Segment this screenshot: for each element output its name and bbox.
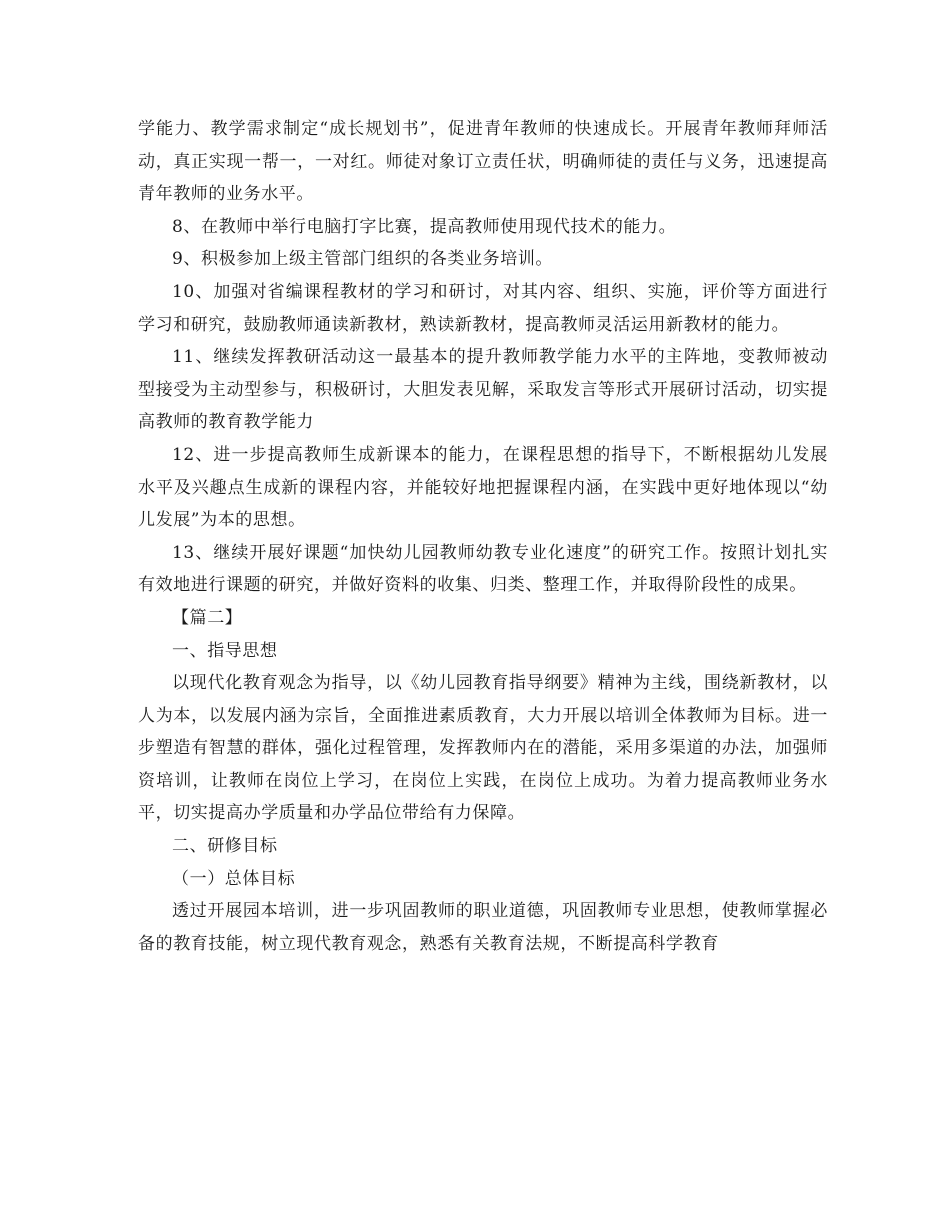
document-body [138, 113, 828, 960]
paragraph-4: 10、加强对省编课程教材的学习和研讨，对其内容、组织、实施，评价等方面进行学习和研究，鼓励教师通读新教材，熟读新教材，提高教师灵活运用新教材的能力。 [138, 281, 828, 335]
paragraph-1: 学能力、教学需求制定“成长规划书”，促进青年教师的快速成长。开展青年教师拜师活动，真正实现一帮一，一对红。师徒对象订立责任状，明确师徒的责任与义务，迅速提高青年教师的业务水平。 [138, 119, 828, 205]
heading-overall-goal: （一）总体目标 [172, 868, 296, 889]
paragraph-3: 9、积极参加上级主管部门组织的各类业务培训。 [172, 249, 554, 270]
section-heading-pian-er: 【篇二】 [172, 607, 243, 628]
paragraph-2: 8、在教师中举行电脑打字比赛，提高教师使用现代技术的能力。 [172, 216, 677, 237]
heading-training-goals: 二、研修目标 [172, 836, 278, 857]
paragraph-overall-goal: 透过开展园本培训，进一步巩固教师的职业道德，巩固教师专业思想，使教师掌握必备的教育技能，树立现代教育观念，熟悉有关教育法规，不断提高科学教育 [138, 901, 828, 954]
paragraph-6: 12、进一步提高教师生成新课本的能力，在课程思想的指导下，不断根据幼儿发展水平及兴趣点生成新的课程内容，并能较好地把握课程内涵，在实践中更好地体现以“幼儿发展”为本的思想。 [138, 444, 828, 531]
paragraph-guiding-thought: 以现代化教育观念为指导，以《幼儿园教育指导纲要》精神为主线，围绕新教材，以人为本，以发展内涵为宗旨，全面推进素质教育，大力开展以培训全体教师为目标。进一步塑造有智慧的群体，强化过程管理，发挥教师内在的潜能，采用多渠道的办法，加强师资培训，让教师在岗位上学习，在岗位上实践，在岗位上成功。为着力提高教师业务水平，切实提高办学质量和办学品位带给有力保障。 [138, 673, 828, 824]
heading-guiding-thought: 一、指导思想 [172, 640, 278, 661]
paragraph-7: 13、继续开展好课题“加快幼儿园教师幼教专业化速度”的研究工作。按照计划扎实有效地进行课题的研究，并做好资料的收集、归类、整理工作，并取得阶段性的成果。 [138, 542, 828, 596]
paragraph-5: 11、继续发挥教研活动这一最基本的提升教师教学能力水平的主阵地，变教师被动型接受为主动型参与，积极研讨，大胆发表见解，采取发言等形式开展研讨活动，切实提高教师的教育教学能力 [138, 347, 828, 433]
